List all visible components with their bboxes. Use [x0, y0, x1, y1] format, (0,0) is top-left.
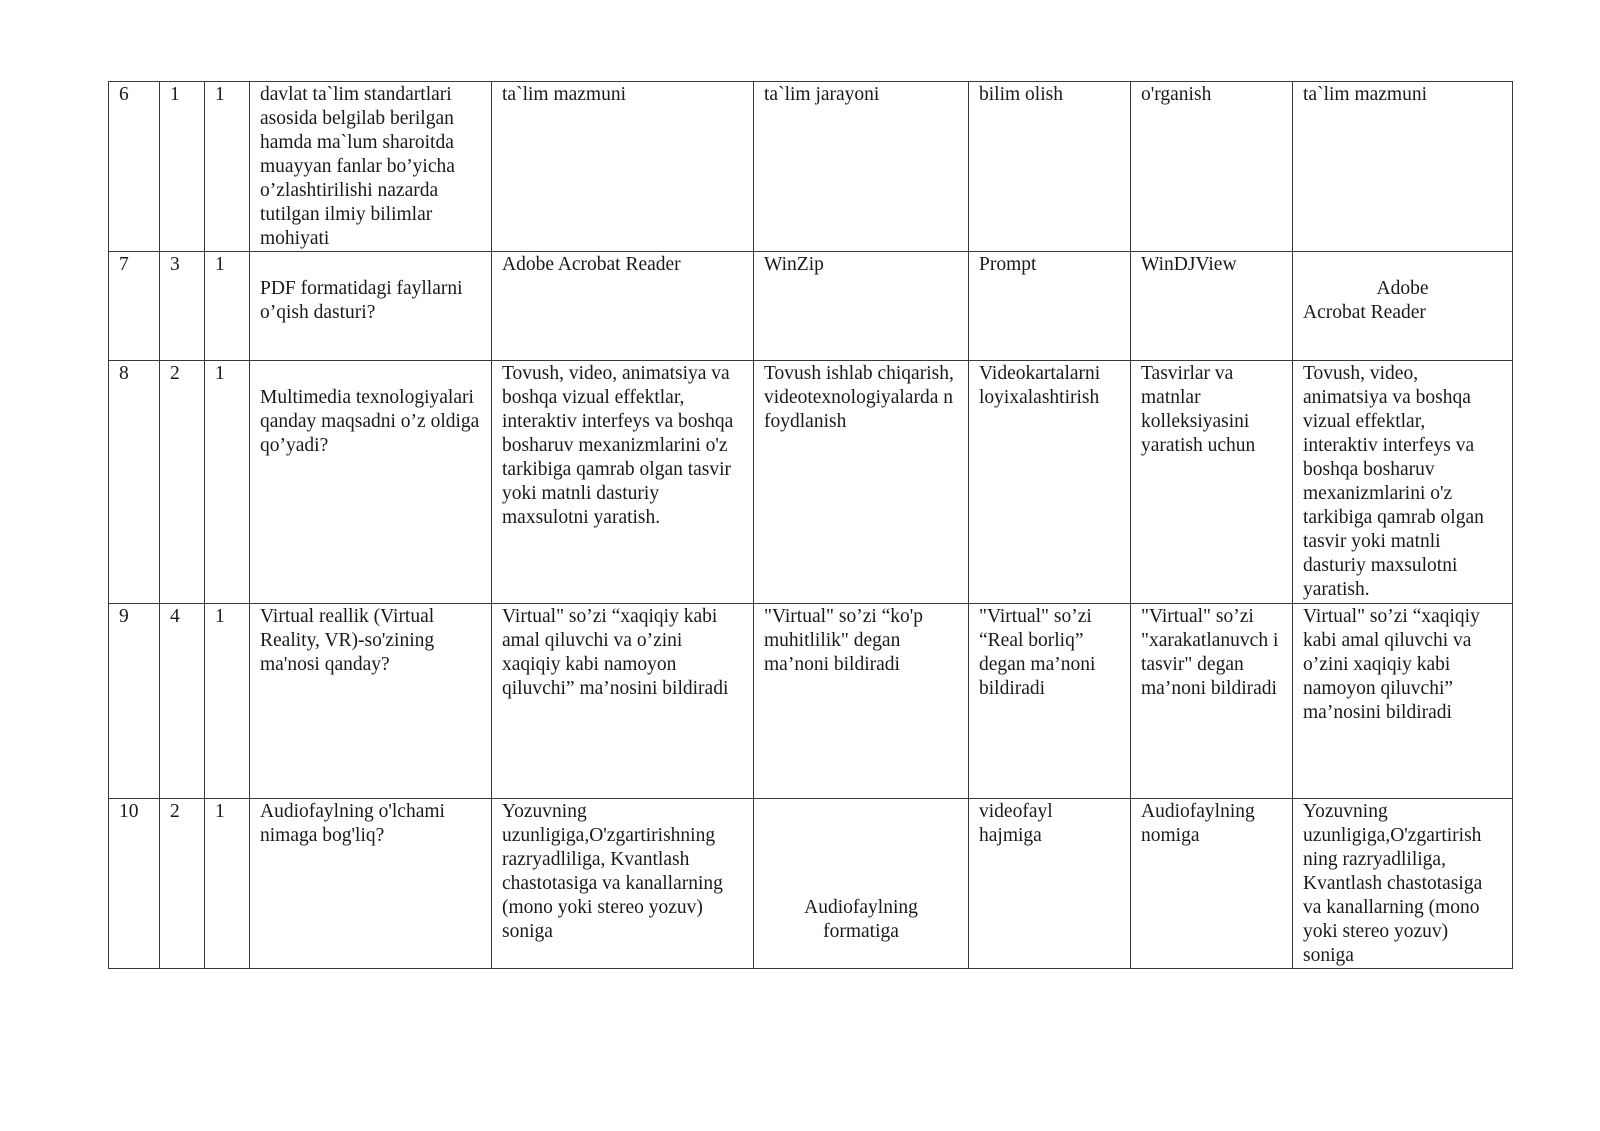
difficulty-cell: 2 [160, 361, 205, 604]
option-c: Videokartalarni loyixalashtirish [969, 361, 1131, 604]
points-cell: 1 [205, 82, 250, 252]
option-c: bilim olish [969, 82, 1131, 252]
option-a: Adobe Acrobat Reader [492, 252, 754, 361]
question-text: Multimedia texnologiyalari qanday maqsadni o’z oldiga qo’yadi? [250, 361, 492, 604]
points-cell: 1 [205, 799, 250, 969]
correct-answer: Tovush, video, animatsiya va boshqa vizual effektlar, interaktiv interfeys va boshqa bosharuv mexanizmlarini o'z tarkibiga qamrab olgan tasvir yoki matnli dasturiy maxsulotni yaratish. [1293, 361, 1513, 604]
question-number: 9 [109, 604, 160, 799]
question-text: Virtual reallik (Virtual Reality, VR)-so'zining ma'nosi qanday? [250, 604, 492, 799]
difficulty-cell: 3 [160, 252, 205, 361]
option-b: WinZip [754, 252, 969, 361]
option-d: Tasvirlar va matnlar kolleksiyasini yaratish uchun [1131, 361, 1293, 604]
option-b: Tovush ishlab chiqarish, videotexnologiyalarda n foydlanish [754, 361, 969, 604]
option-a: Virtual" so’zi “xaqiqiy kabi amal qiluvchi va o’zini xaqiqiy kabi namoyon qiluvchi” ma’nosini bildiradi [492, 604, 754, 799]
question-text: davlat ta`lim standartlari asosida belgilab berilgan hamda ma`lum sharoitda muayyan fanlar bo’yicha o’zlashtirilishi nazarda tutilgan ilmiy bilimlar mohiyati [250, 82, 492, 252]
correct-answer-line2: Acrobat Reader [1303, 302, 1426, 323]
correct-answer: Yozuvning uzunligiga,O'zgartirish ning razryadliliga, Kvantlash chastotasiga va kanallarning (mono yoki stereo yozuv) soniga [1293, 799, 1513, 969]
option-d: o'rganish [1131, 82, 1293, 252]
correct-answer-line1: Adobe [1376, 278, 1429, 299]
option-b-line2: formatiga [823, 921, 899, 942]
difficulty-cell: 4 [160, 604, 205, 799]
points-cell: 1 [205, 604, 250, 799]
table-row [109, 604, 1513, 799]
points-cell: 1 [205, 361, 250, 604]
question-number: 8 [109, 361, 160, 604]
question-text: Audiofaylning o'lchami nimaga bog'liq? [250, 799, 492, 969]
table-row [109, 252, 1513, 361]
option-d: Audiofaylning nomiga [1131, 799, 1293, 969]
option-d: WinDJView [1131, 252, 1293, 361]
option-b [754, 799, 969, 969]
option-c: Prompt [969, 252, 1131, 361]
table-row [109, 82, 1513, 252]
correct-answer [1293, 252, 1513, 361]
option-c: "Virtual" so’zi “Real borliq” degan ma’noni bildiradi [969, 604, 1131, 799]
question-text: PDF formatidagi fayllarni o’qish dasturi? [250, 252, 492, 361]
option-b: ta`lim jarayoni [754, 82, 969, 252]
difficulty-cell: 2 [160, 799, 205, 969]
difficulty-cell: 1 [160, 82, 205, 252]
question-number: 7 [109, 252, 160, 361]
option-b: "Virtual" so’zi “ko'p muhitlilik" degan ma’noni bildiradi [754, 604, 969, 799]
option-b-line1: Audiofaylning [804, 897, 918, 918]
question-number: 6 [109, 82, 160, 252]
option-a: Tovush, video, animatsiya va boshqa vizual effektlar, interaktiv interfeys va boshqa bosharuv mexanizmlarini o'z tarkibiga qamrab olgan tasvir yoki matnli dasturiy maxsulotni yaratish. [492, 361, 754, 604]
option-a: ta`lim mazmuni [492, 82, 754, 252]
table-row [109, 799, 1513, 969]
points-cell: 1 [205, 252, 250, 361]
table-row [109, 361, 1513, 604]
option-c: videofayl hajmiga [969, 799, 1131, 969]
option-a: Yozuvning uzunligiga,O'zgartirishning razryadliliga, Kvantlash chastotasiga va kanallarning (mono yoki stereo yozuv) soniga [492, 799, 754, 969]
option-d: "Virtual" so’zi "xarakatlanuvch i tasvir" degan ma’noni bildiradi [1131, 604, 1293, 799]
question-number: 10 [109, 799, 160, 969]
correct-answer: ta`lim mazmuni [1293, 82, 1513, 252]
test-questions-table [108, 81, 1513, 969]
correct-answer: Virtual" so’zi “xaqiqiy kabi amal qiluvchi va o’zini xaqiqiy kabi namoyon qiluvchi” ma’nosini bildiradi [1293, 604, 1513, 799]
